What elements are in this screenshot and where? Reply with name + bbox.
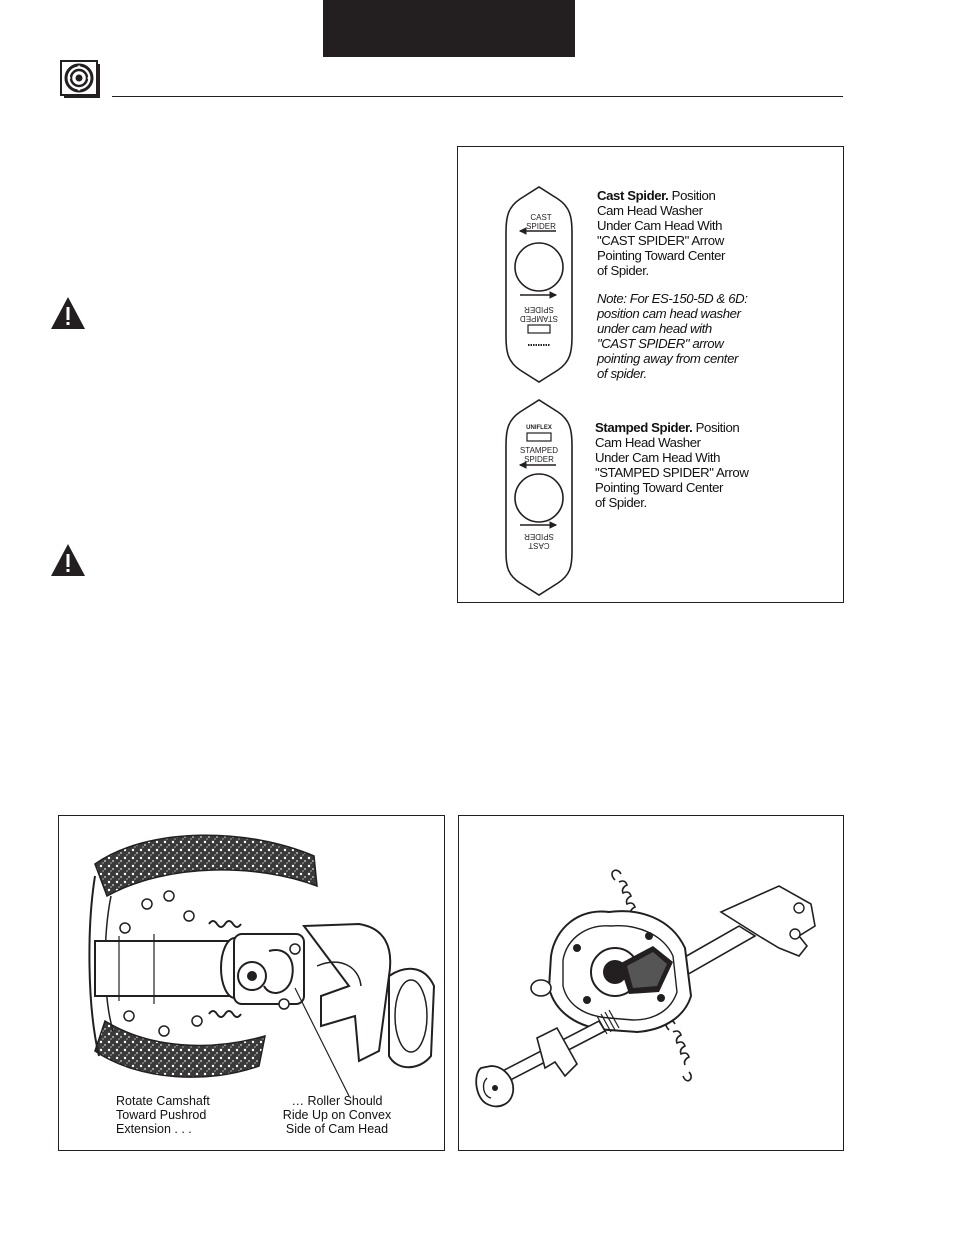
cast-spider-text: Cam Head Washer — [597, 203, 703, 218]
figure-camshaft-roller — [58, 815, 445, 1151]
washer-label-cast: CAST — [530, 213, 552, 222]
note-text: position cam head washer — [597, 306, 741, 321]
note-text: pointing away from center — [597, 351, 738, 366]
stamped-spider-text: Position — [692, 420, 740, 435]
cast-spider-heading: Cast Spider. — [597, 188, 669, 203]
cast-spider-text: Pointing Toward Center — [597, 248, 726, 263]
stamped-spider-text: "STAMPED SPIDER" Arrow — [595, 465, 749, 480]
caption-line: Toward Pushrod — [116, 1108, 207, 1122]
brake-assembly-illustration — [459, 816, 844, 1151]
return-spring-lower — [666, 1020, 691, 1081]
note-text: Note: For ES-150-5D & 6D: — [597, 291, 748, 306]
note-text: "CAST SPIDER" arrow — [597, 336, 724, 351]
figure-brake-assembly — [458, 815, 844, 1151]
caption-line: Ride Up on Convex — [282, 1108, 392, 1122]
brake-drum-icon — [60, 60, 102, 100]
washer-label-stamped: STAMPED — [519, 446, 559, 455]
washer-label-spider-inverted: SPIDER — [524, 305, 554, 314]
stamped-spider-text: of Spider. — [595, 495, 647, 510]
washer-label-spider: SPIDER — [526, 222, 556, 231]
stamped-spider-text: Cam Head Washer — [595, 435, 701, 450]
roller-caption-right — [267, 1094, 407, 1136]
stamped-spider-heading: Stamped Spider. — [595, 420, 693, 435]
roller-caption-left — [116, 1094, 246, 1136]
figure-cam-head-washer — [457, 146, 844, 603]
washer-label-stamped-inverted: STAMPED — [519, 314, 559, 323]
note-text: of spider. — [597, 366, 647, 381]
washer-label-cast-inverted: CAST — [528, 541, 550, 550]
caption-line: Rotate Camshaft — [116, 1094, 210, 1108]
cast-spider-text: Under Cam Head With — [597, 218, 723, 233]
washer-label-spider: SPIDER — [524, 455, 554, 464]
header-bar — [323, 0, 575, 57]
cast-spider-instructions — [597, 188, 797, 278]
cast-spider-text: of Spider. — [597, 263, 649, 278]
caption-line: Extension . . . — [116, 1122, 192, 1136]
cast-spider-text: "CAST SPIDER" Arrow — [597, 233, 724, 248]
washer-label-spider-inverted: SPIDER — [524, 532, 554, 541]
stamped-spider-text: Pointing Toward Center — [595, 480, 724, 495]
stamped-spider-instructions — [595, 420, 815, 510]
caption-line: … Roller Should — [291, 1094, 383, 1108]
header-rule — [112, 96, 843, 97]
washer-label-uniflex: UNIFLEX — [526, 425, 552, 431]
warning-triangle-icon — [50, 543, 86, 577]
note-text: under cam head with — [597, 321, 712, 336]
es150-note — [597, 291, 817, 381]
stamped-spider-text: Under Cam Head With — [595, 450, 721, 465]
caption-line: Side of Cam Head — [285, 1122, 389, 1136]
warning-triangle-icon — [50, 296, 86, 330]
cast-spider-text: Position — [668, 188, 716, 203]
